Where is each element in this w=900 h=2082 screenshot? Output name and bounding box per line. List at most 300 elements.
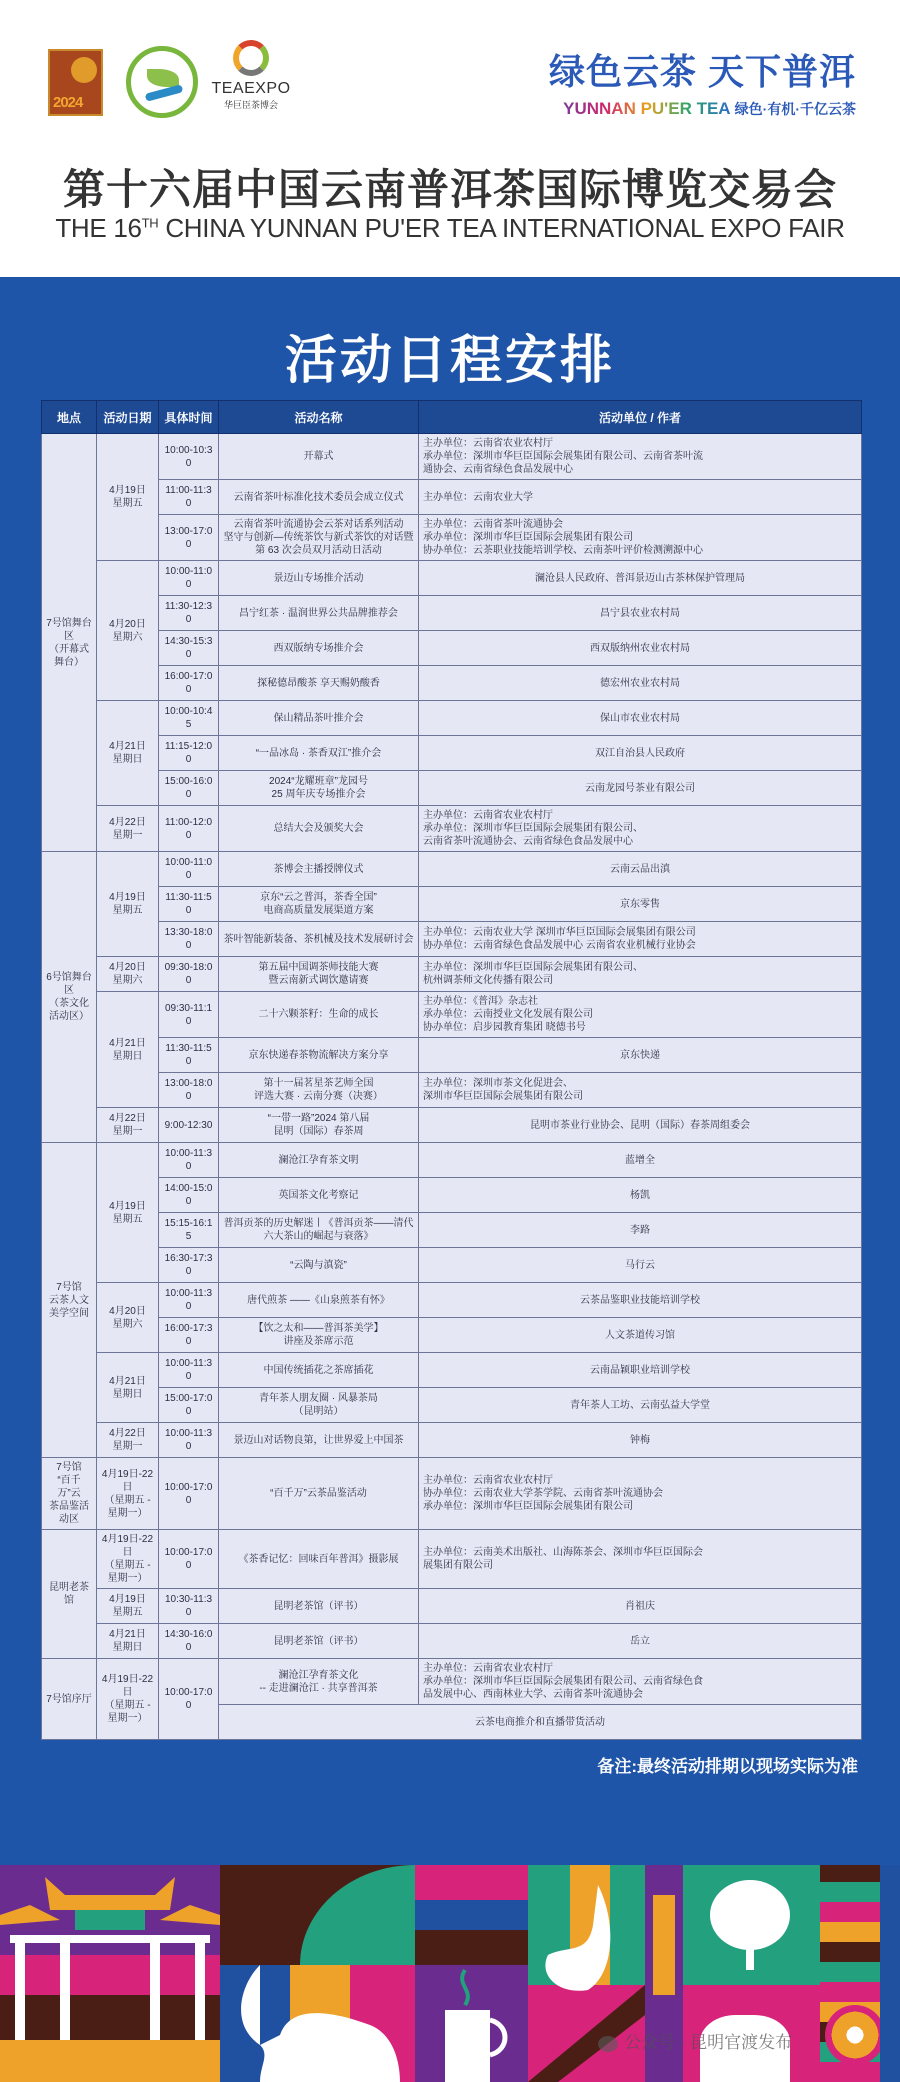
date-cell-line: 4月20日 — [109, 962, 146, 973]
expo-2024-logo — [48, 49, 103, 116]
activity-name-cell-line: “一品冰岛 · 茶香双江”推介会 — [255, 747, 382, 759]
organizer-cell-line: 深圳市华巨臣国际会展集团有限公司 — [423, 1091, 583, 1102]
organizer-cell-line: 澜沧县人民政府、普洱景迈山古茶林保护管理局 — [535, 572, 745, 584]
activity-name-cell-line: 保山精品茶叶推介会 — [273, 712, 364, 724]
column-header: 活动名称 — [219, 401, 419, 434]
organizer-cell-line: 主办单位：云南农业大学 深圳市华巨臣国际会展集团有限公司 — [423, 927, 696, 938]
organizer-cell-line: 杭州调茶师文化传播有限公司 — [423, 975, 553, 986]
activity-name-cell — [219, 1530, 419, 1589]
organizer-cell — [419, 1283, 862, 1318]
date-cell — [97, 434, 159, 561]
table-row — [42, 596, 862, 631]
organizer-cell-line: 肖祖庆 — [625, 1600, 655, 1612]
page-title-cn: 第十六届中国云南普洱茶国际博览交易会 — [62, 166, 837, 213]
tree-icon — [710, 1880, 790, 1950]
organizer-cell — [419, 1213, 862, 1248]
venue-cell-line: （开幕式舞台） — [49, 643, 89, 668]
teaexpo-label: TEAEXPO — [211, 80, 291, 97]
time-cell: 10:00-10:30 — [159, 434, 219, 480]
venue-cell — [42, 1659, 97, 1740]
date-cell-line: 星期五 — [112, 1607, 143, 1618]
time-cell: 11:30-12:30 — [159, 596, 219, 631]
activity-name-cell-line: （昆明站） — [293, 1406, 344, 1417]
date-cell — [97, 852, 159, 957]
teaexpo-logo — [206, 40, 296, 111]
organizer-cell — [419, 852, 862, 887]
logo-year: 2024 — [53, 94, 83, 111]
title-en-prefix: THE 16 — [55, 213, 142, 243]
organizer-cell-line: 主办单位：云南省农业农村厅 — [423, 1663, 553, 1674]
organizer-cell — [419, 701, 862, 736]
table-row — [42, 1458, 862, 1530]
activity-name-cell-line: “一带一路”2024 第八届 — [267, 1113, 370, 1124]
table-row — [42, 1530, 862, 1589]
organizer-cell-line: 协办单位：云茶职业技能培训学校、云南茶叶评价检测溯源中心 — [423, 545, 703, 556]
venue-cell-line: 茶品鉴活动区 — [49, 1501, 89, 1525]
table-row — [42, 515, 862, 561]
activity-name-cell-line: 中国传统插花之茶席插花 — [263, 1364, 374, 1376]
merged-activity-cell: 云茶电商推介和直播带货活动 — [219, 1705, 862, 1740]
time-cell: 16:00-17:00 — [159, 666, 219, 701]
time-cell: 14:00-15:00 — [159, 1178, 219, 1213]
organizer-cell — [419, 771, 862, 806]
activity-name-cell — [219, 1353, 419, 1388]
table-row — [42, 1659, 862, 1705]
activity-name-cell-line: 京东“云之普洱，茶香全国” — [260, 892, 377, 903]
organizer-cell — [419, 992, 862, 1038]
activity-name-cell-line: 暨云南新式调饮邀请赛 — [268, 975, 369, 986]
date-cell-line: 4月19日 — [109, 1200, 146, 1212]
column-header: 活动单位 / 作者 — [419, 401, 862, 434]
date-cell-line: 4月19日 — [109, 485, 146, 496]
venue-cell — [42, 434, 97, 852]
leaf-icon — [147, 69, 179, 87]
organizer-cell-line: 京东快递 — [620, 1049, 660, 1061]
venue-cell-line: 云茶人文 — [49, 1294, 89, 1306]
date-cell — [97, 806, 159, 852]
organizer-cell — [419, 480, 862, 515]
time-cell: 13:30-18:00 — [159, 922, 219, 957]
organizer-cell-line: 李路 — [630, 1224, 650, 1236]
organizer-cell-line: 主办单位：云南省农业农村厅 — [423, 810, 553, 821]
activity-name-cell-line: 澜沧江孕育茶文化 — [278, 1669, 359, 1681]
date-cell-line: 4月21日 — [109, 1629, 146, 1640]
title-en-suffix: CHINA YUNNAN PU'ER TEA INTERNATIONAL EXPO FAIR — [158, 213, 845, 243]
activity-name-cell-line: 澜沧江孕育茶文明 — [278, 1154, 359, 1166]
activity-name-cell-line: 昆明（国际）春茶周 — [273, 1126, 364, 1137]
time-cell: 10:00-11:30 — [159, 1283, 219, 1318]
organizer-cell-line: 协办单位：启步园教育集团 晓德书号 — [423, 1022, 586, 1033]
table-row — [42, 957, 862, 992]
organizer-cell-line: 主办单位：深圳市茶文化促进会、 — [423, 1078, 573, 1089]
organizer-cell — [419, 1353, 862, 1388]
table-row — [42, 631, 862, 666]
organizer-cell-line: 承办单位：云南授业文化发展有限公司 — [423, 1009, 593, 1020]
organizer-cell-line: 昆明市茶业行业协会、昆明（国际）春茶周组委会 — [530, 1119, 750, 1131]
activity-name-cell-line: 讲座及茶席示范 — [283, 1336, 354, 1347]
venue-cell-line: 7号馆舞台区 — [46, 617, 92, 642]
date-cell-line: 4月21日 — [109, 1375, 146, 1387]
pagoda-icon — [653, 1895, 675, 1995]
time-cell: 16:00-17:30 — [159, 1318, 219, 1353]
organizer-cell-line: 昌宁县农业农村局 — [600, 607, 680, 619]
time-cell: 11:30-11:50 — [159, 1038, 219, 1073]
date-cell — [97, 1589, 159, 1624]
activity-name-cell — [219, 1108, 419, 1143]
teaexpo-cn-label: 华巨臣茶博会 — [223, 100, 278, 110]
organizer-cell — [419, 1248, 862, 1283]
table-row — [42, 1388, 862, 1423]
activity-name-cell — [219, 1213, 419, 1248]
organizer-cell-line: 通协会、云南省绿色食品发展中心 — [423, 464, 573, 475]
activity-name-cell — [219, 1659, 419, 1705]
organizer-cell-line: 协办单位：云南农业大学茶学院、云南省茶叶流通协会 — [423, 1488, 663, 1499]
time-cell: 11:15-12:00 — [159, 736, 219, 771]
date-cell-line: 星期一 — [112, 1126, 143, 1137]
table-row — [42, 1073, 862, 1108]
organizer-cell-line: 主办单位：云南省农业农村厅 — [423, 1475, 553, 1486]
date-cell — [97, 1458, 159, 1530]
organizer-cell — [419, 561, 862, 596]
time-cell: 11:30-11:50 — [159, 887, 219, 922]
date-cell-line: （星期五 - 星期一） — [104, 1560, 151, 1584]
venue-cell-line: 昆明老茶馆 — [49, 1582, 89, 1606]
organizer-cell — [419, 1108, 862, 1143]
venue-cell-line: 6号馆舞台区 — [46, 972, 92, 996]
organizer-cell — [419, 887, 862, 922]
organizer-cell — [419, 1423, 862, 1458]
date-cell-line: 星期日 — [112, 1388, 143, 1400]
activity-name-cell — [219, 631, 419, 666]
activity-name-cell-line: 京东快递春茶物流解决方案分享 — [248, 1049, 389, 1061]
page-title-en — [0, 213, 900, 244]
table-row — [42, 1589, 862, 1624]
activity-name-cell — [219, 887, 419, 922]
activity-name-cell — [219, 701, 419, 736]
date-cell — [97, 701, 159, 806]
activity-name-cell-line: 青年茶人朋友圈 · 风暴茶局 — [259, 1393, 378, 1404]
activity-name-cell-line: “百千万”云茶品鉴活动 — [270, 1488, 367, 1499]
organizer-cell — [419, 631, 862, 666]
activity-name-cell — [219, 1178, 419, 1213]
activity-name-cell-line: 第五届中国调茶师技能大赛 — [258, 962, 379, 973]
time-cell: 10:00-17:00 — [159, 1659, 219, 1740]
activity-name-cell-line: 西双版纳专场推介会 — [273, 642, 364, 654]
organizer-cell-line: 德宏州农业农村局 — [600, 677, 680, 689]
activity-name-cell-line: 25 周年庆专场推介会 — [271, 789, 366, 800]
column-header: 具体时间 — [159, 401, 219, 434]
column-header: 地点 — [42, 401, 97, 434]
activity-name-cell — [219, 992, 419, 1038]
activity-name-cell — [219, 1423, 419, 1458]
organizer-cell-line: 云茶品鉴职业技能培训学校 — [580, 1294, 700, 1306]
organizer-cell-line: 协办单位：云南省绿色食品发展中心 云南省农业机械行业协会 — [423, 940, 696, 951]
venue-cell — [42, 1530, 97, 1659]
organizer-cell-line: 保山市农业农村局 — [600, 712, 680, 724]
date-cell-line: 星期五 — [112, 1213, 143, 1225]
activity-name-cell-line: 昆明老茶馆（评书） — [273, 1635, 364, 1647]
activity-name-cell — [219, 1143, 419, 1178]
activity-name-cell-line: 昆明老茶馆（评书） — [273, 1600, 364, 1612]
organizer-cell-line: 承办单位：深圳市华巨臣国际会展集团有限公司、 — [423, 823, 643, 834]
activity-name-cell — [219, 596, 419, 631]
date-cell-line: 星期一 — [112, 829, 143, 841]
organizer-cell-line: 展集团有限公司 — [423, 1560, 493, 1571]
schedule-section — [0, 400, 900, 2082]
organizer-cell-line: 马行云 — [625, 1259, 655, 1271]
organizer-cell — [419, 922, 862, 957]
date-cell-line: 4月19日 — [109, 892, 146, 903]
time-cell: 09:30-11:10 — [159, 992, 219, 1038]
organizer-cell — [419, 596, 862, 631]
organizer-cell-line: 人文茶道传习馆 — [605, 1329, 675, 1341]
organizer-cell-line: 岳立 — [630, 1635, 650, 1647]
swirl-icon — [233, 40, 269, 76]
time-cell: 14:30-15:30 — [159, 631, 219, 666]
table-row — [42, 434, 862, 480]
date-cell-line: 星期六 — [112, 1318, 143, 1330]
date-cell — [97, 1423, 159, 1458]
organizer-cell — [419, 1388, 862, 1423]
activity-name-cell-line: “云陶与滇瓷” — [290, 1259, 347, 1271]
time-cell: 13:00-17:00 — [159, 515, 219, 561]
table-row — [42, 701, 862, 736]
date-cell-line: 星期日 — [112, 1642, 143, 1653]
venue-cell-line: 7号馆 — [56, 1462, 82, 1473]
table-row — [42, 1108, 862, 1143]
date-cell — [97, 1530, 159, 1589]
organizer-cell-line: 京东零售 — [620, 898, 660, 910]
date-cell — [97, 1353, 159, 1423]
table-row — [42, 1143, 862, 1178]
date-cell — [97, 957, 159, 992]
section-title: 活动日程安排 — [284, 332, 615, 390]
organizer-cell — [419, 1073, 862, 1108]
table-row — [42, 1248, 862, 1283]
organizer-cell — [419, 957, 862, 992]
date-cell — [97, 1624, 159, 1659]
organizer-cell-line: 承办单位：深圳市华巨臣国际会展集团有限公司 — [423, 532, 633, 543]
activity-name-cell-line: 茶博会主播授牌仪式 — [273, 863, 364, 875]
venue-cell-line: 7号馆序厅 — [46, 1693, 92, 1705]
date-cell-line: 星期五 — [112, 498, 143, 509]
table-row — [42, 1038, 862, 1073]
venue-cell-line: （茶文化活动区） — [49, 998, 89, 1022]
activity-name-cell-line: 茶叶智能新装备、茶机械及技术发展研讨会 — [223, 933, 414, 945]
slogan-sub — [549, 99, 856, 119]
date-cell-line: 4月22日 — [109, 1113, 146, 1124]
time-cell: 13:00-18:00 — [159, 1073, 219, 1108]
activity-name-cell-line: 英国茶文化考察记 — [278, 1189, 359, 1201]
activity-name-cell-line: 电商高质量发展渠道方案 — [263, 905, 374, 916]
table-row — [42, 771, 862, 806]
organizer-cell-line: 品发展中心、西南林业大学、云南省茶叶流通协会 — [423, 1689, 643, 1700]
activity-name-cell — [219, 480, 419, 515]
organizer-cell — [419, 1178, 862, 1213]
organizer-cell-line: 云南省茶叶流通协会、云南省绿色食品发展中心 — [423, 836, 633, 847]
organizer-cell — [419, 1318, 862, 1353]
table-row — [42, 806, 862, 852]
palace-gate-icon — [0, 1865, 220, 2040]
slogan-en: YUNNAN PU'ER TEA — [563, 99, 730, 118]
activity-name-cell — [219, 434, 419, 480]
organizer-cell-line: 主办单位：云南农业大学 — [423, 491, 533, 503]
organizer-cell-line: 主办单位：云南美术出版社、山海陈茶会、深圳市华巨臣国际会 — [423, 1547, 703, 1558]
date-cell-line: 4月19日-22日 — [101, 1534, 154, 1558]
date-cell-line: 4月19日-22日 — [101, 1674, 154, 1698]
slogan-main: 绿色云茶 天下普洱 — [548, 51, 856, 92]
activity-name-cell — [219, 1038, 419, 1073]
time-cell: 10:00-11:30 — [159, 1423, 219, 1458]
organizer-cell — [419, 1589, 862, 1624]
activity-name-cell-line: 总结大会及颁奖大会 — [273, 823, 364, 834]
organizer-cell-line: 云南龙园号茶业有限公司 — [585, 782, 695, 794]
activity-name-cell-line: 第十一届茗星茶艺师全国 — [263, 1078, 374, 1089]
date-cell-line: 星期六 — [112, 975, 143, 986]
venue-cell-line: “百千万”云 — [57, 1475, 81, 1499]
time-cell: 10:00-17:00 — [159, 1458, 219, 1530]
activity-name-cell-line: 评选大赛 · 云南分赛（决赛） — [254, 1091, 383, 1102]
table-row — [42, 736, 862, 771]
organizer-cell — [419, 515, 862, 561]
activity-name-cell — [219, 806, 419, 852]
organizer-cell-line: 西双版纳州农业农村局 — [590, 642, 690, 654]
activity-name-cell — [219, 771, 419, 806]
activity-name-cell-line: 二十六颗茶籽：生命的成长 — [258, 1009, 379, 1020]
table-row — [42, 1353, 862, 1388]
date-cell-line: 4月19日 — [109, 1594, 146, 1605]
venue-cell — [42, 852, 97, 1143]
time-cell: 15:00-16:00 — [159, 771, 219, 806]
organizer-cell-line: 主办单位：深圳市华巨臣国际会展集团有限公司、 — [423, 962, 643, 973]
activity-name-cell — [219, 852, 419, 887]
time-cell: 10:00-11:30 — [159, 1143, 219, 1178]
organizer-cell-line: 主办单位：云南省农业农村厅 — [423, 438, 553, 449]
organizer-cell-line: 云南品颖职业培训学校 — [590, 1364, 690, 1376]
green-yunnan-tea-logo — [126, 46, 198, 118]
date-cell-line: 星期六 — [112, 631, 143, 643]
slogan — [549, 44, 856, 119]
table-row — [42, 992, 862, 1038]
organizer-cell — [419, 806, 862, 852]
venue-cell — [42, 1458, 97, 1530]
date-cell-line: 星期一 — [112, 1441, 143, 1452]
activity-name-cell-line: 景迈山专场推介活动 — [273, 572, 364, 584]
table-row — [42, 666, 862, 701]
activity-name-cell — [219, 957, 419, 992]
activity-name-cell-line: 《茶香记忆：回味百年普洱》摄影展 — [238, 1553, 399, 1565]
schedule-table — [41, 400, 862, 1740]
venue-cell — [42, 1143, 97, 1458]
time-cell: 11:00-12:00 — [159, 806, 219, 852]
time-cell: 10:00-10:45 — [159, 701, 219, 736]
time-cell: 11:00-11:30 — [159, 480, 219, 515]
activity-name-cell — [219, 736, 419, 771]
activity-name-cell-line: 景迈山对话物良第，让世界爱上中国茶 — [233, 1434, 404, 1446]
organizer-cell — [419, 1530, 862, 1589]
table-row — [42, 887, 862, 922]
activity-name-cell-line: 开幕式 — [303, 451, 334, 462]
decorative-artwork — [0, 1865, 900, 2082]
date-cell — [97, 1659, 159, 1740]
table-row — [42, 922, 862, 957]
organizer-cell-line: 主办单位：《普洱》杂志社 — [423, 996, 538, 1007]
activity-name-cell — [219, 561, 419, 596]
activity-name-cell-line: 2024“龙耀班章”龙园号 — [269, 776, 368, 787]
activity-name-cell — [219, 1624, 419, 1659]
table-row — [42, 1624, 862, 1659]
flower-medallion-icon — [825, 2005, 885, 2065]
table-row — [42, 852, 862, 887]
organizer-cell — [419, 1458, 862, 1530]
table-row — [42, 1318, 862, 1353]
date-cell-line: 星期日 — [112, 754, 143, 765]
table-row — [42, 1423, 862, 1458]
table-row — [42, 561, 862, 596]
organizer-cell — [419, 434, 862, 480]
activity-name-cell-line: 第 63 次会员双月活动日活动 — [255, 545, 382, 556]
activity-name-cell-line: 探秘德昂酸茶 享天赐奶酸香 — [257, 677, 380, 689]
activity-name-cell — [219, 922, 419, 957]
organizer-cell — [419, 1143, 862, 1178]
activity-name-cell — [219, 1589, 419, 1624]
activity-name-cell-line: 普洱贡茶的历史解迷丨《普洱贡茶——清代 — [223, 1218, 414, 1229]
organizer-cell-line: 蓝增全 — [625, 1154, 655, 1166]
time-cell: 15:00-17:00 — [159, 1388, 219, 1423]
date-cell-line: （星期五 - 星期一） — [104, 1700, 151, 1724]
time-cell: 09:30-18:00 — [159, 957, 219, 992]
activity-name-cell — [219, 515, 419, 561]
time-cell: 14:30-16:00 — [159, 1624, 219, 1659]
time-cell: 10:30-11:30 — [159, 1589, 219, 1624]
organizer-cell-line: 云南云品出滇 — [610, 863, 670, 875]
date-cell-line: 4月21日 — [109, 1037, 146, 1049]
table-row — [42, 1213, 862, 1248]
wechat-icon — [598, 2036, 618, 2052]
activity-name-cell — [219, 1248, 419, 1283]
date-cell — [97, 1143, 159, 1283]
activity-name-cell — [219, 1388, 419, 1423]
organizer-cell — [419, 666, 862, 701]
organizer-cell-line: 主办单位：云南省茶叶流通协会 — [423, 519, 563, 530]
slogan-cn: 绿色·有机·千亿云茶 — [734, 101, 856, 117]
activity-name-cell-line: 【饮之太和——普洱茶美学】 — [253, 1323, 384, 1334]
table-row — [42, 1283, 862, 1318]
date-cell — [97, 561, 159, 701]
header-banner — [0, 0, 900, 277]
date-cell-line: 星期日 — [112, 1050, 143, 1062]
date-cell — [97, 992, 159, 1108]
date-cell-line: 星期五 — [112, 905, 143, 916]
organizer-cell-line: 青年茶人工坊、云南弘益大学堂 — [570, 1399, 710, 1411]
date-cell-line: 4月20日 — [109, 1305, 146, 1317]
organizer-cell — [419, 1624, 862, 1659]
organizer-cell-line: 承办单位：深圳市华巨臣国际会展集团有限公司、云南省茶叶流 — [423, 451, 703, 462]
activity-name-cell — [219, 1458, 419, 1530]
activity-name-cell — [219, 1283, 419, 1318]
activity-name-cell-line: 云南省茶叶流通协会云茶对话系列活动 — [233, 519, 404, 530]
time-cell: 10:00-17:00 — [159, 1530, 219, 1589]
date-cell — [97, 1108, 159, 1143]
table-header-row — [42, 401, 862, 434]
activity-name-cell-line: 唐代煎茶 ——《山泉煎茶有怀》 — [247, 1294, 390, 1306]
date-cell — [97, 1283, 159, 1353]
activity-name-cell-line: 云南省茶叶标准化技术委员会成立仪式 — [233, 491, 404, 503]
organizer-cell-line: 承办单位：深圳市华巨臣国际会展集团有限公司 — [423, 1501, 633, 1512]
organizer-cell-line: 承办单位：深圳市华巨臣国际会展集团有限公司、云南省绿色食 — [423, 1676, 703, 1687]
activity-name-cell-line: 六大茶山的崛起与衰落》 — [263, 1231, 374, 1242]
footnote: 备注:最终活动排期以现场实际为准 — [597, 1757, 858, 1776]
